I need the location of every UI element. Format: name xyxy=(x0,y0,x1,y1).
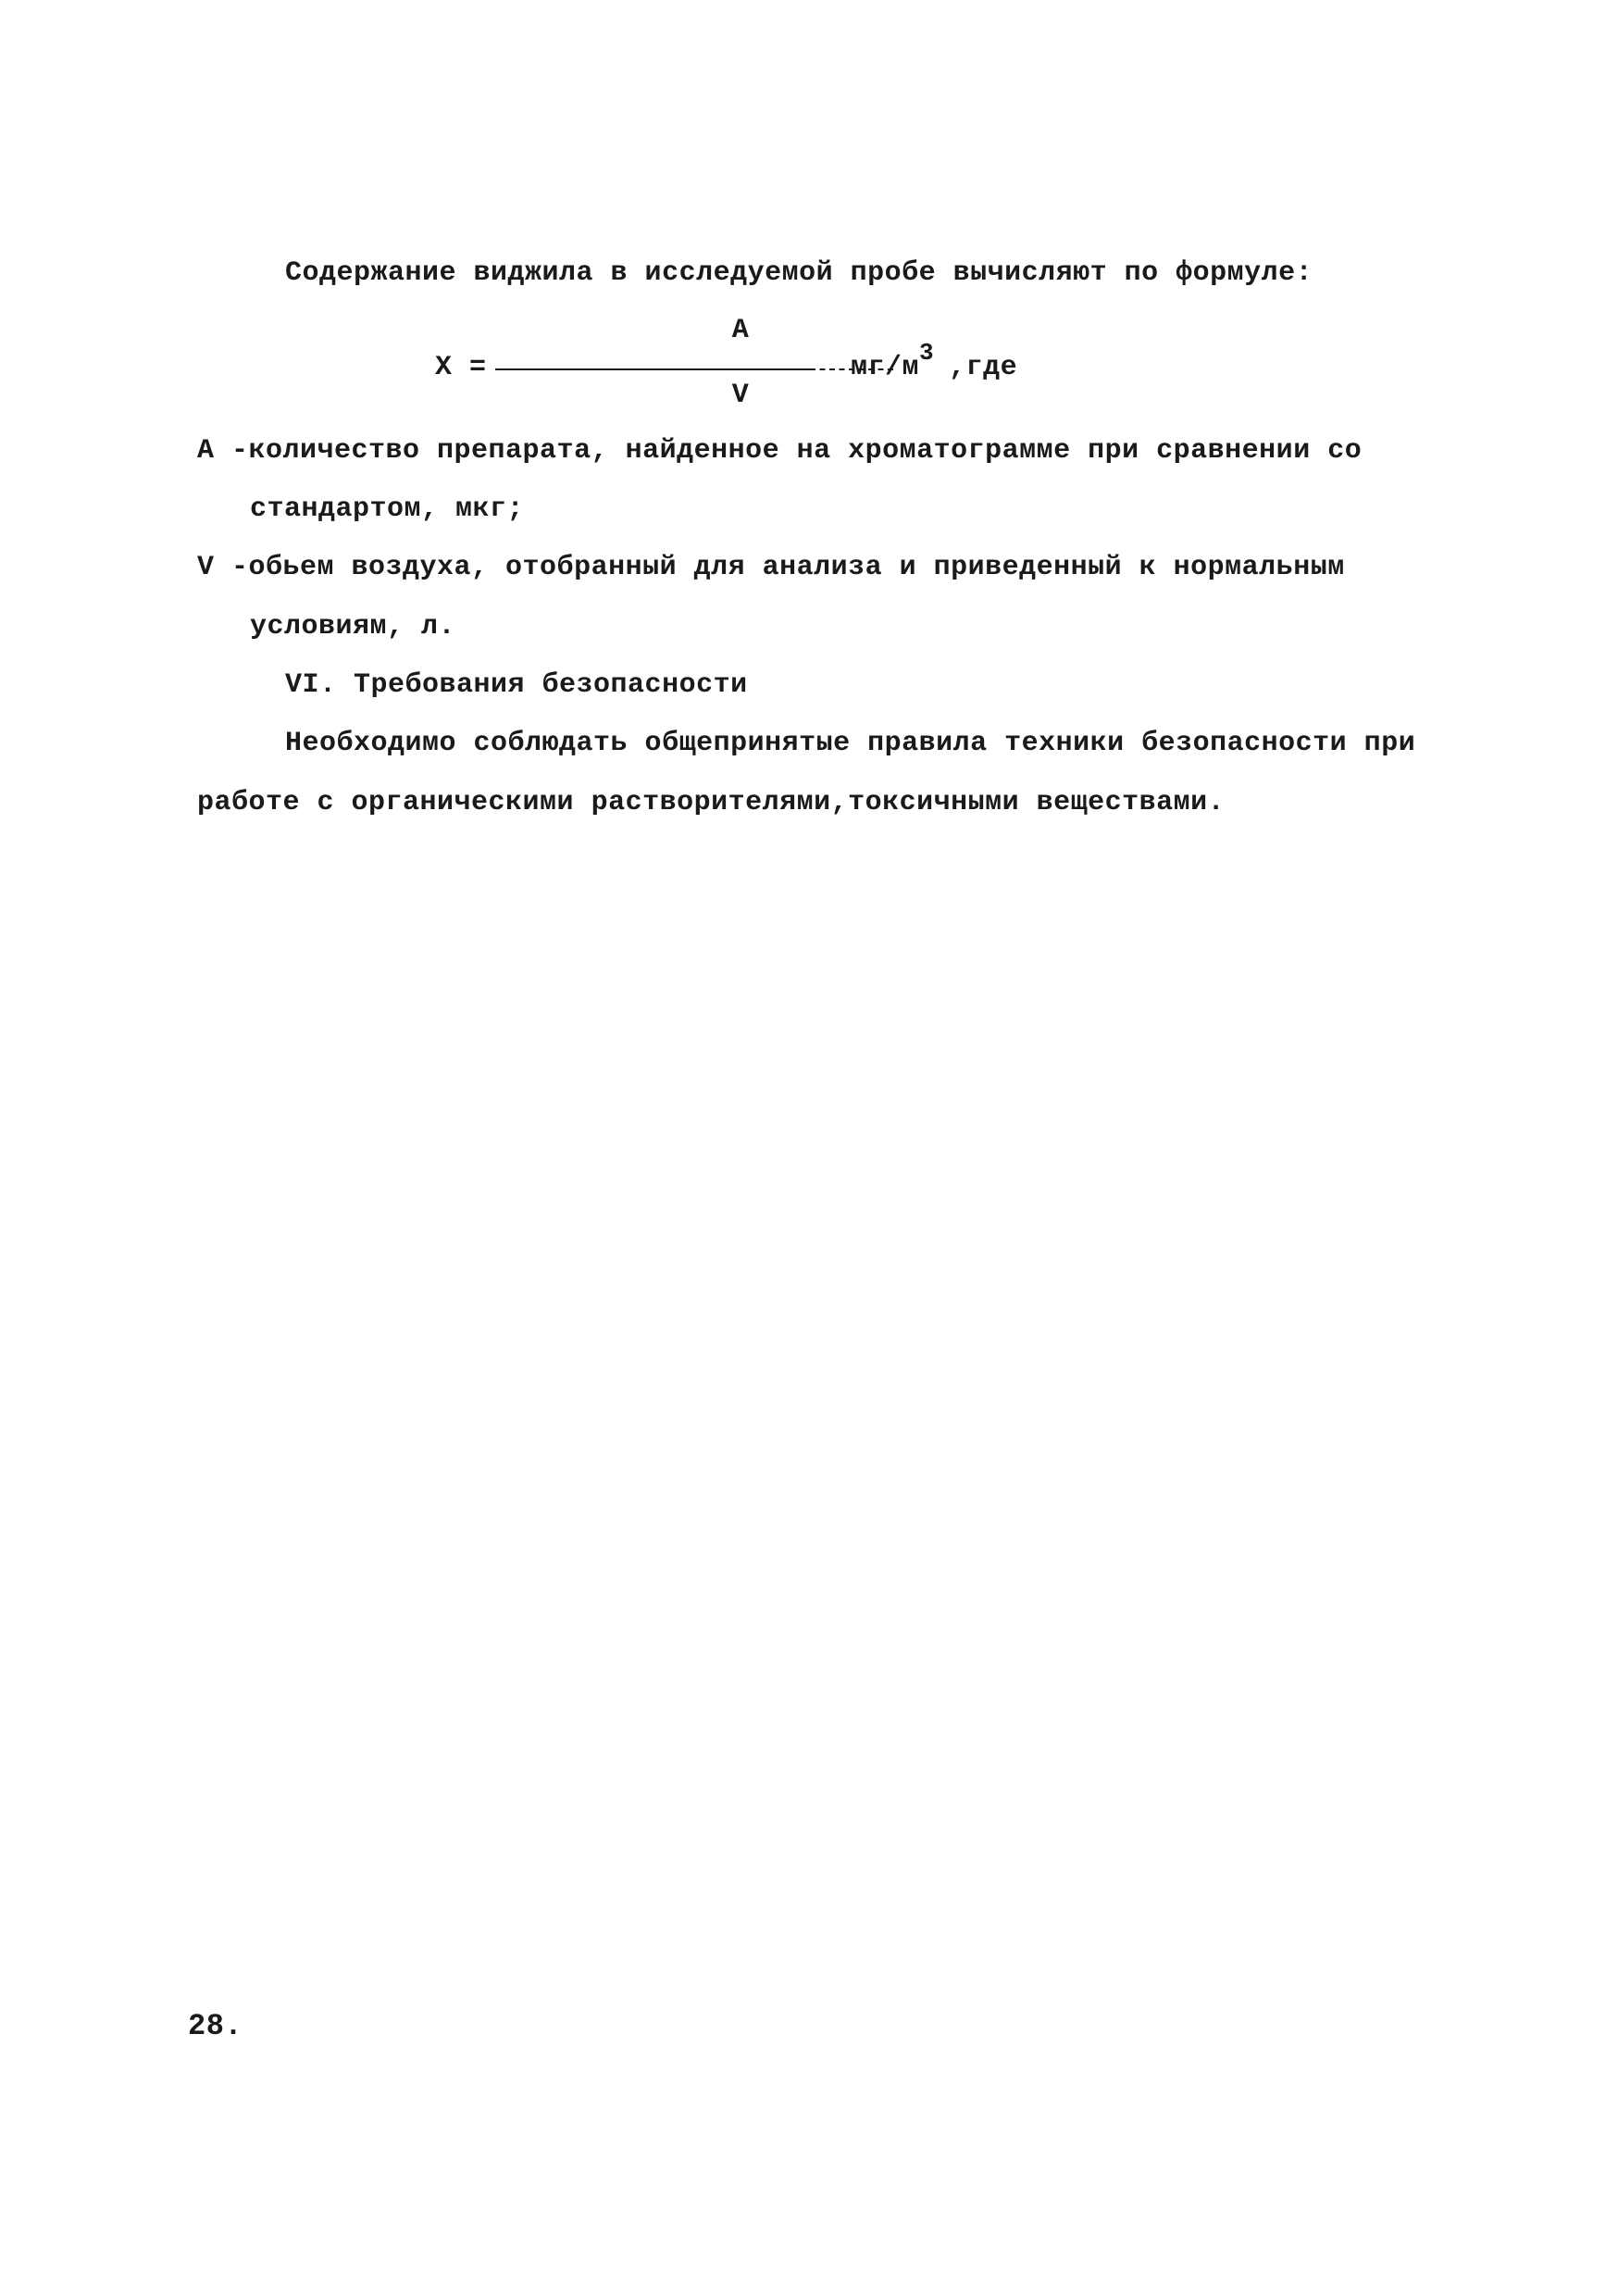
fraction-bar xyxy=(495,368,810,370)
formula xyxy=(435,315,1027,426)
definition-v-line1: V -обьем воздуха, отобранный для анализа и приведенный к нормальным xyxy=(197,552,1345,583)
formula-suffix: ,где xyxy=(949,352,1018,383)
definition-a-line1: A -количество препарата, найденное на хроматограмме при сравнении со xyxy=(197,435,1363,467)
safety-paragraph-line1: Необходимо соблюдать общепринятые правила техники безопасности при xyxy=(285,728,1416,759)
formula-unit xyxy=(810,339,1018,383)
formula-unit-text: мг/м xyxy=(851,352,920,383)
formula-denominator: V xyxy=(731,380,750,411)
formula-lhs: X = xyxy=(435,352,487,383)
formula-numerator: A xyxy=(731,315,750,346)
formula-unit-exponent: 3 xyxy=(919,339,935,367)
page-number: 28. xyxy=(188,2009,243,2043)
definition-a-line2: стандартом, мкг; xyxy=(250,493,525,525)
section-title: VI. Требования безопасности xyxy=(285,669,748,701)
formula-intro-text: Содержание виджила в исследуемой пробе вычисляют по формуле: xyxy=(285,257,1313,289)
safety-paragraph-line2: работе с органическими растворителями,токсичными веществами. xyxy=(197,787,1226,818)
definition-v-line2: условиям, л. xyxy=(250,611,456,643)
